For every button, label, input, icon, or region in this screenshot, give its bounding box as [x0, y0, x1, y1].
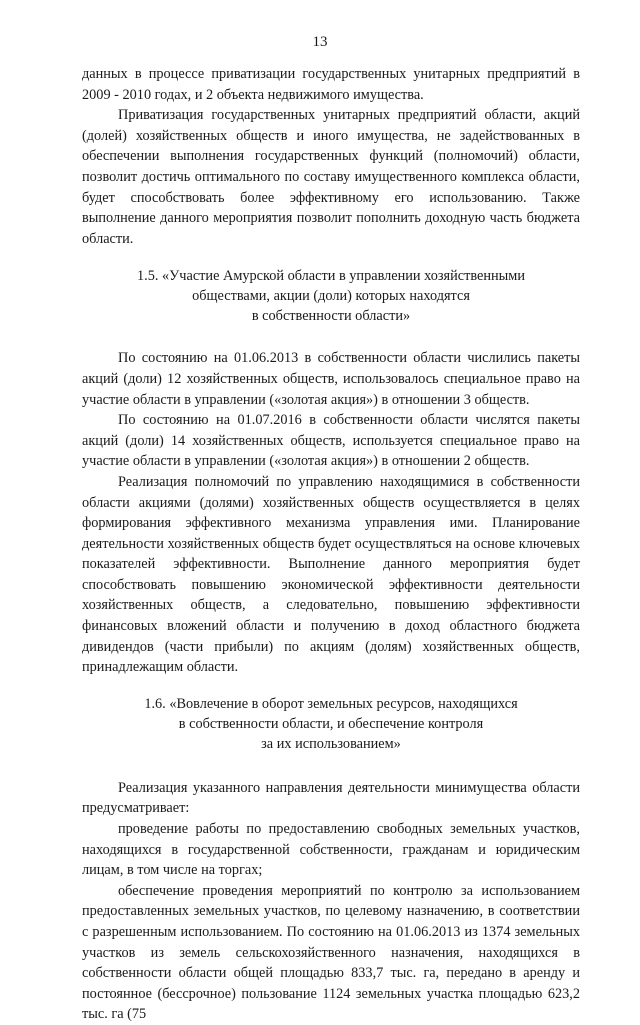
- heading-line: 1.6. «Вовлечение в оборот земельных ресурсов, находящихся: [144, 695, 518, 712]
- heading-line: в собственности области»: [251, 308, 411, 325]
- heading-line: обществами, акции (доли) которых находятся: [192, 288, 470, 305]
- heading-line: в собственности области, и обеспечение контроля: [178, 715, 484, 732]
- page-number: 13: [312, 34, 328, 50]
- paragraph-land-provision: проведение работы по предоставлению свободных земельных участков, находящихся в государственной собственности, гражданам и юридическим лицам, в том числе на торгах;: [82, 821, 580, 879]
- section-heading-1-6: [82, 694, 580, 754]
- paragraph-land-intro: Реализация указанного направления деятельности минимущества области предусматривает:: [82, 779, 580, 817]
- heading-line: за их использованием»: [261, 735, 401, 752]
- paragraph-land-control: обеспечение проведения мероприятий по контролю за использованием предоставленных земельных участков, по целевому назначению, в соответствии с разрешенным использованием. По состоянию на 01.06.2013 из 1374 земельных участков из земель сельскохозяйственного назначения, находящихся в собственности области общей площадью 833,7 тыс. га, передано в аренду и постоянное (бессрочное) пользование 1124 земельных участка площадью 623,2 тыс. га (75: [82, 882, 580, 1023]
- section-heading-1-5: [82, 266, 580, 326]
- paragraph-continuation: данных в процессе приватизации государственных унитарных предприятий в 2009 - 2010 годах, и 2 объекта недвижимого имущества.: [82, 66, 580, 103]
- heading-line: 1.5. «Участие Амурской области в управлении хозяйственными: [137, 268, 525, 285]
- paragraph-2016-shares: По состоянию на 01.07.2016 в собственности области числятся пакеты акций (доли) 14 хозяйственных обществ, используется специальное право на участие области в управлении («золотая акция») в отношении 2 обществ.: [82, 412, 580, 470]
- paragraph-2013-shares: По состоянию на 01.06.2013 в собственности области числились пакеты акций (доли) 12 хозяйственных обществ, использовалось специальное право на участие области в управлении («золотая акция») в отношении 3 обществ.: [82, 350, 580, 408]
- document-body: [82, 64, 580, 1025]
- paragraph-privatization: Приватизация государственных унитарных предприятий области, акций (долей) хозяйственных обществ и иного имущества, не задействованных в обеспечении выполнения государственных функций (полномочий) области, позволит достичь оптимального по составу имущественного комплекса области, будет способствовать более эффективному его использованию. Также выполнение данного мероприятия позволит пополнить доходную часть бюджета области.: [82, 107, 580, 247]
- paragraph-management: Реализация полномочий по управлению находящимися в собственности области акциями (долями) хозяйственных обществ осуществляется в целях формирования эффективного механизма управления ими. Планирование деятельности хозяйственных обществ будет осуществляться на основе ключевых показателей эффективности. Выполнение данного мероприятия будет способствовать повышению экономической эффективности деятельности хозяйственных обществ, а следовательно, повышению эффективности финансовых вложений области и получению в доход областного бюджета дивидендов (части прибыли) по акциям (долям) хозяйственных обществ, принадлежащим области.: [82, 473, 580, 676]
